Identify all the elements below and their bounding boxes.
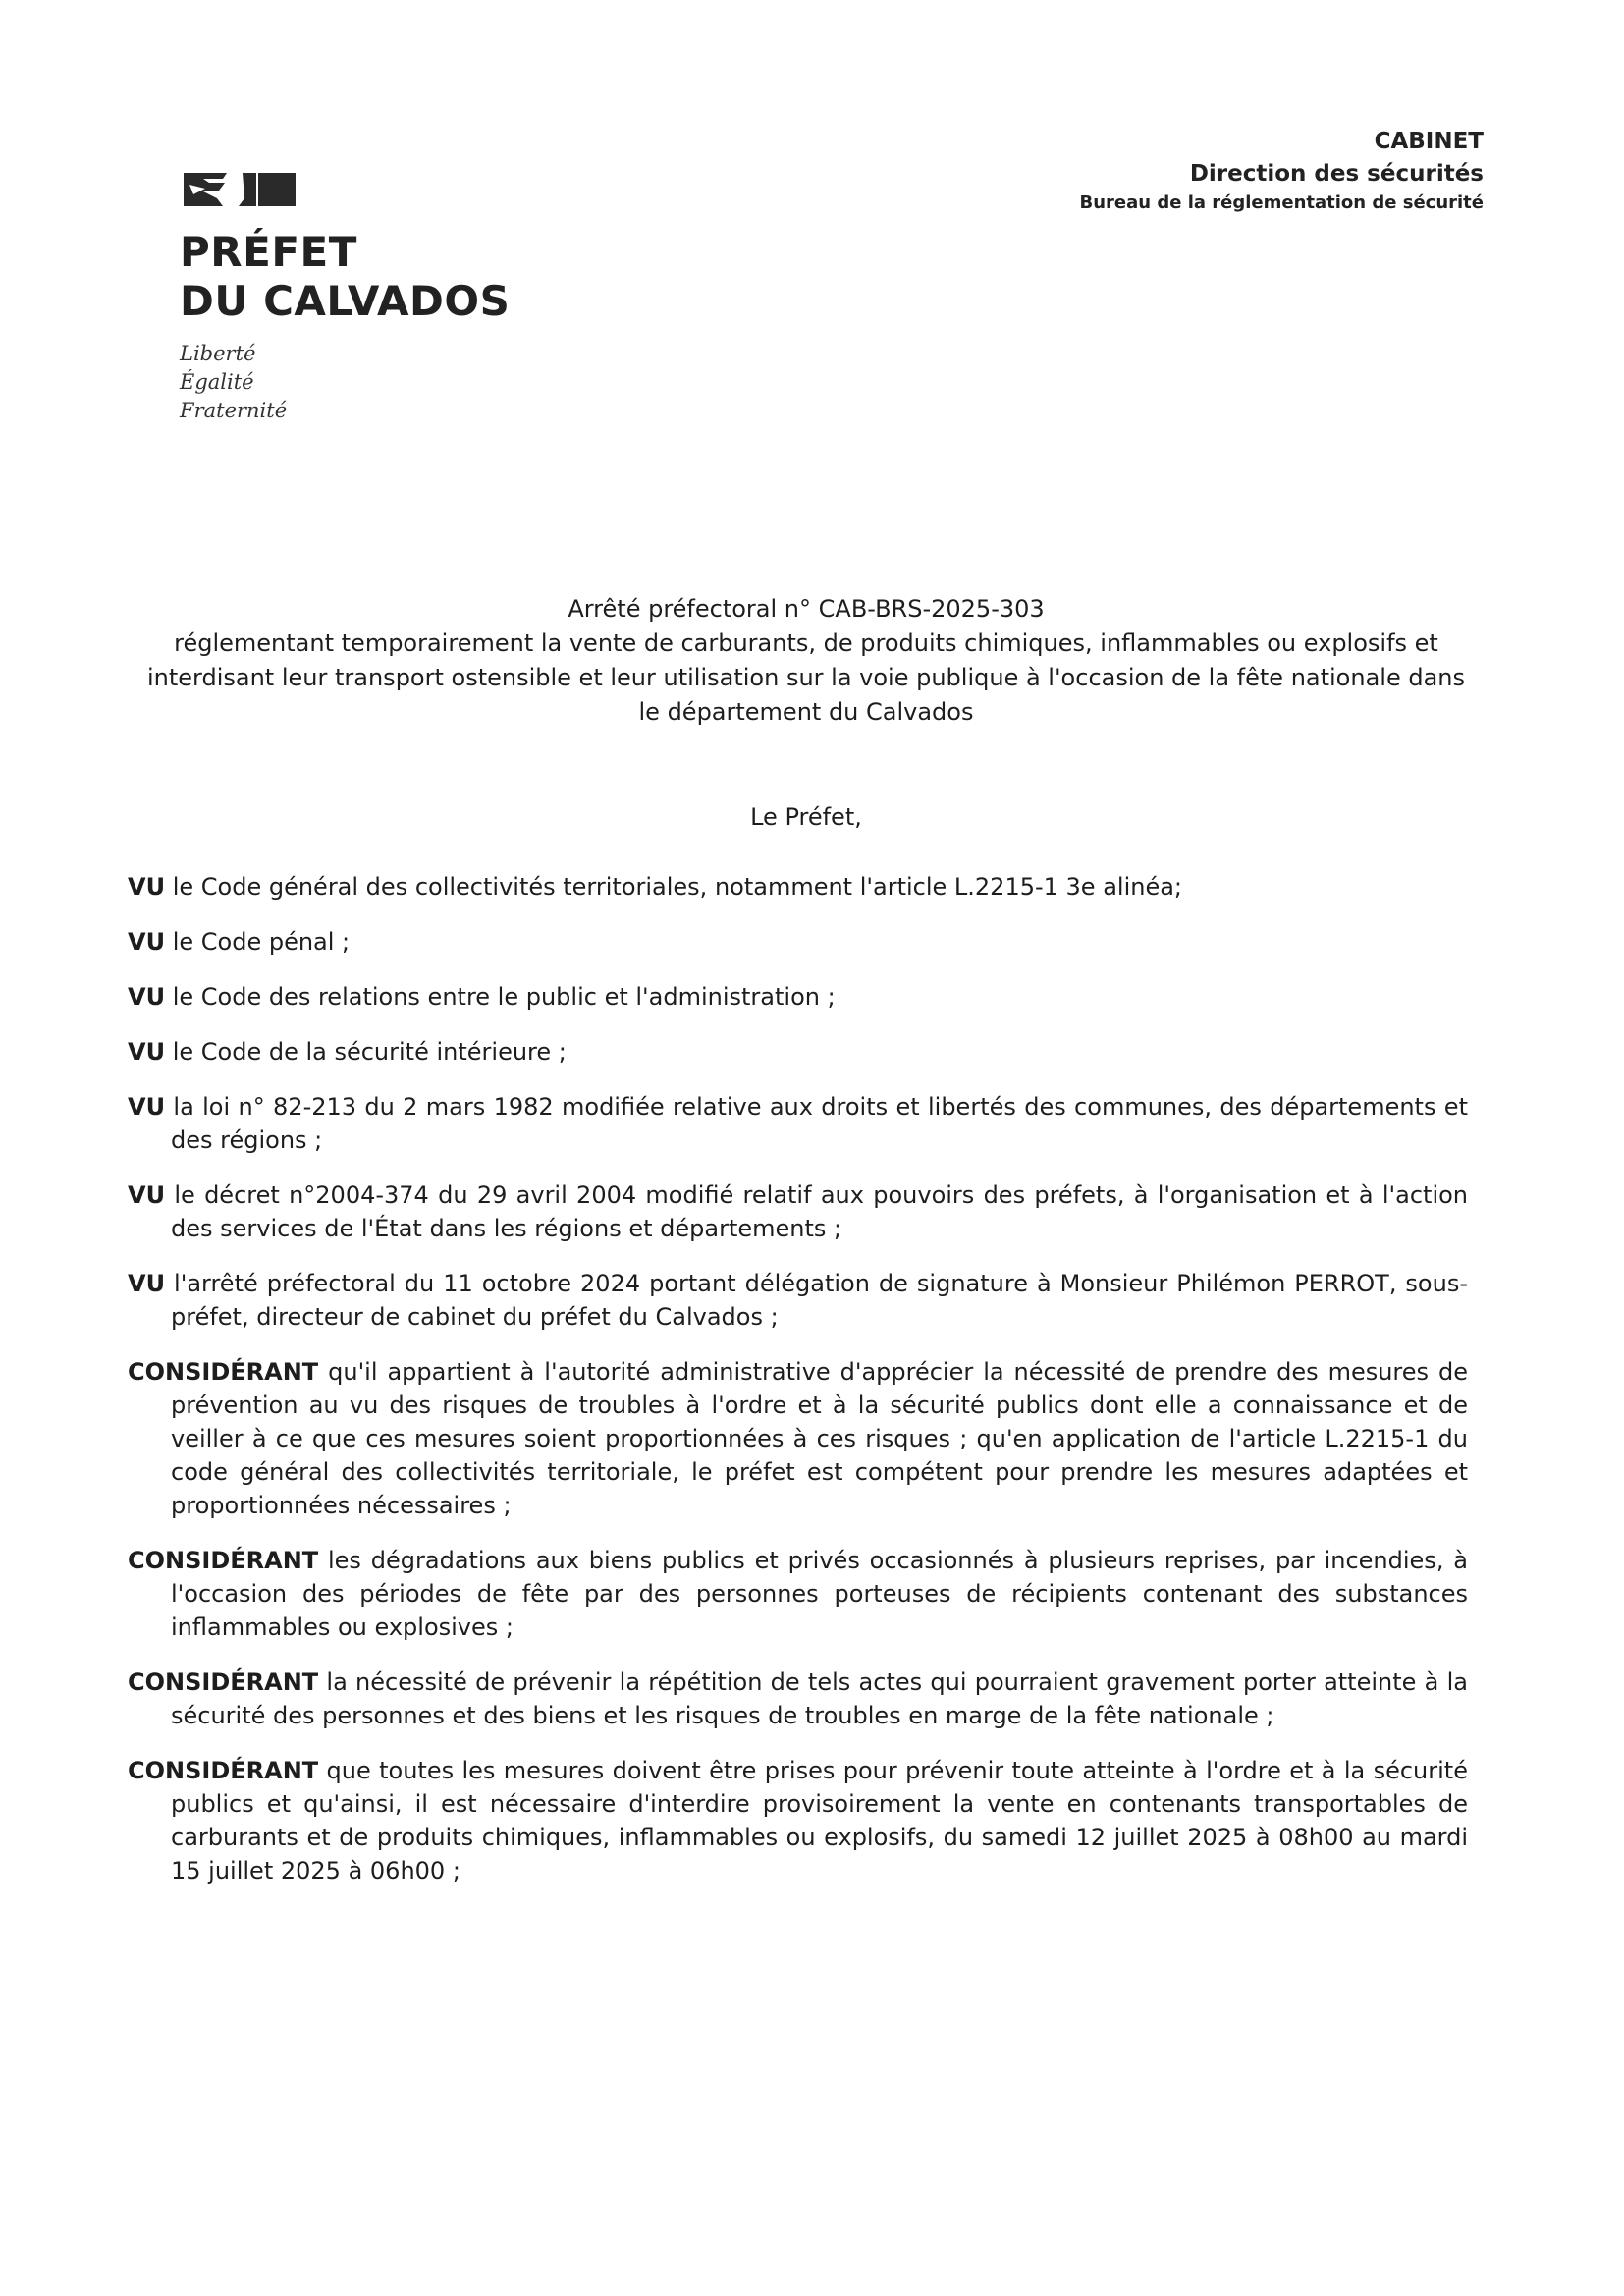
paragraph-vu <box>128 1178 1468 1245</box>
decree-body <box>128 870 1468 1909</box>
paragraph-text: l'arrêté préfectoral du 11 octobre 2024 portant délégation de signature à Monsieur Philémon PERROT, sous-préfet, directeur de cabinet du préfet du Calvados ; <box>171 1270 1468 1331</box>
paragraph-lead: CONSIDÉRANT <box>128 1358 319 1386</box>
paragraph-vu <box>128 980 1468 1013</box>
paragraph-considerant <box>128 1666 1468 1732</box>
paragraph-text: les dégradations aux biens publics et privés occasionnés à plusieurs reprises, par incendies, à l'occasion des périodes de fête par des personnes porteuses de récipients contenant des substances inflammables ou explosives ; <box>171 1547 1468 1641</box>
paragraph-text: le Code général des collectivités territoriales, notamment l'article L.2215-1 3e alinéa; <box>172 873 1183 901</box>
service-cabinet: CABINET <box>1374 129 1484 154</box>
paragraph-text: que toutes les mesures doivent être prises pour prévenir toute atteinte à l'ordre et à la sécurité publics et qu'ainsi, il est nécessaire d'interdire provisoirement la vente en contenants transportables de carburants et de produits chimiques, inflammables ou explosifs, du samedi 12 juillet 2025 à 08h00 au mardi 15 juillet 2025 à 06h00 ; <box>171 1757 1468 1885</box>
prefecture-name-line2: DU CALVADOS <box>180 277 511 325</box>
paragraph-vu <box>128 925 1468 958</box>
marianne-emblem-icon <box>180 169 299 210</box>
prefecture-name-line1: PRÉFET <box>180 228 357 276</box>
paragraph-considerant <box>128 1355 1468 1522</box>
paragraph-lead: VU <box>128 928 166 956</box>
paragraph-text: le décret n°2004-374 du 29 avril 2004 modifié relatif aux pouvoirs des préfets, à l'organisation et à l'action des services de l'État dans les régions et départements ; <box>171 1181 1469 1242</box>
paragraph-lead: VU <box>128 1093 166 1121</box>
paragraph-text: le Code pénal ; <box>172 928 351 956</box>
paragraph-lead: VU <box>128 1181 166 1209</box>
paragraph-text: le Code des relations entre le public et l'administration ; <box>172 983 836 1011</box>
decree-number: Arrêté préfectoral n° CAB-BRS-2025-303 <box>568 595 1045 623</box>
paragraph-lead: CONSIDÉRANT <box>128 1547 319 1574</box>
prefecture-name <box>180 228 510 326</box>
paragraph-vu <box>128 870 1468 903</box>
decree-title <box>135 592 1477 730</box>
paragraph-lead: CONSIDÉRANT <box>128 1757 319 1784</box>
paragraph-vu <box>128 1267 1468 1334</box>
paragraph-considerant <box>128 1544 1468 1644</box>
prefecture-logo <box>180 169 510 425</box>
paragraph-text: qu'il appartient à l'autorité administrative d'apprécier la nécessité de prendre des mesures de prévention au vu des risques de troubles à l'ordre et à la sécurité publics dont elle a connaissance et de veiller à ce que ces mesures soient proportionnées à ces risques ; qu'en application de l'article L.2215-1 du code général des collectivités territoriale, le préfet est compétent pour prendre les mesures adaptées et proportionnées nécessaires ; <box>171 1358 1468 1519</box>
motto-liberte: Liberté <box>180 342 256 365</box>
motto-egalite: Égalité <box>180 370 254 394</box>
service-bureau: Bureau de la réglementation de sécurité <box>1079 192 1484 213</box>
paragraph-lead: VU <box>128 873 166 901</box>
paragraph-vu <box>128 1035 1468 1068</box>
service-direction: Direction des sécurités <box>1189 161 1484 187</box>
prefet-intro: Le Préfet, <box>750 803 862 831</box>
paragraph-lead: VU <box>128 1270 166 1297</box>
service-header <box>1079 126 1484 216</box>
paragraph-lead: VU <box>128 1038 166 1066</box>
paragraph-considerant <box>128 1754 1468 1887</box>
republic-motto <box>180 340 510 425</box>
paragraph-text: la loi n° 82-213 du 2 mars 1982 modifiée relative aux droits et libertés des communes, des départements et des régions ; <box>171 1093 1468 1154</box>
paragraph-lead: VU <box>128 983 166 1011</box>
motto-fraternite: Fraternité <box>180 399 288 422</box>
paragraph-lead: CONSIDÉRANT <box>128 1668 319 1696</box>
paragraph-vu <box>128 1090 1468 1157</box>
decree-subject: réglementant temporairement la vente de carburants, de produits chimiques, inflammables ou explosifs et interdisant leur transport ostensible et leur utilisation sur la voie publique à l'occasion de la fête nationale dans le département du Calvados <box>146 629 1466 726</box>
paragraph-text: la nécessité de prévenir la répétition de tels actes qui pourraient gravement porter atteinte à la sécurité des personnes et des biens et les risques de troubles en marge de la fête nationale ; <box>171 1668 1468 1729</box>
paragraph-text: le Code de la sécurité intérieure ; <box>172 1038 567 1066</box>
